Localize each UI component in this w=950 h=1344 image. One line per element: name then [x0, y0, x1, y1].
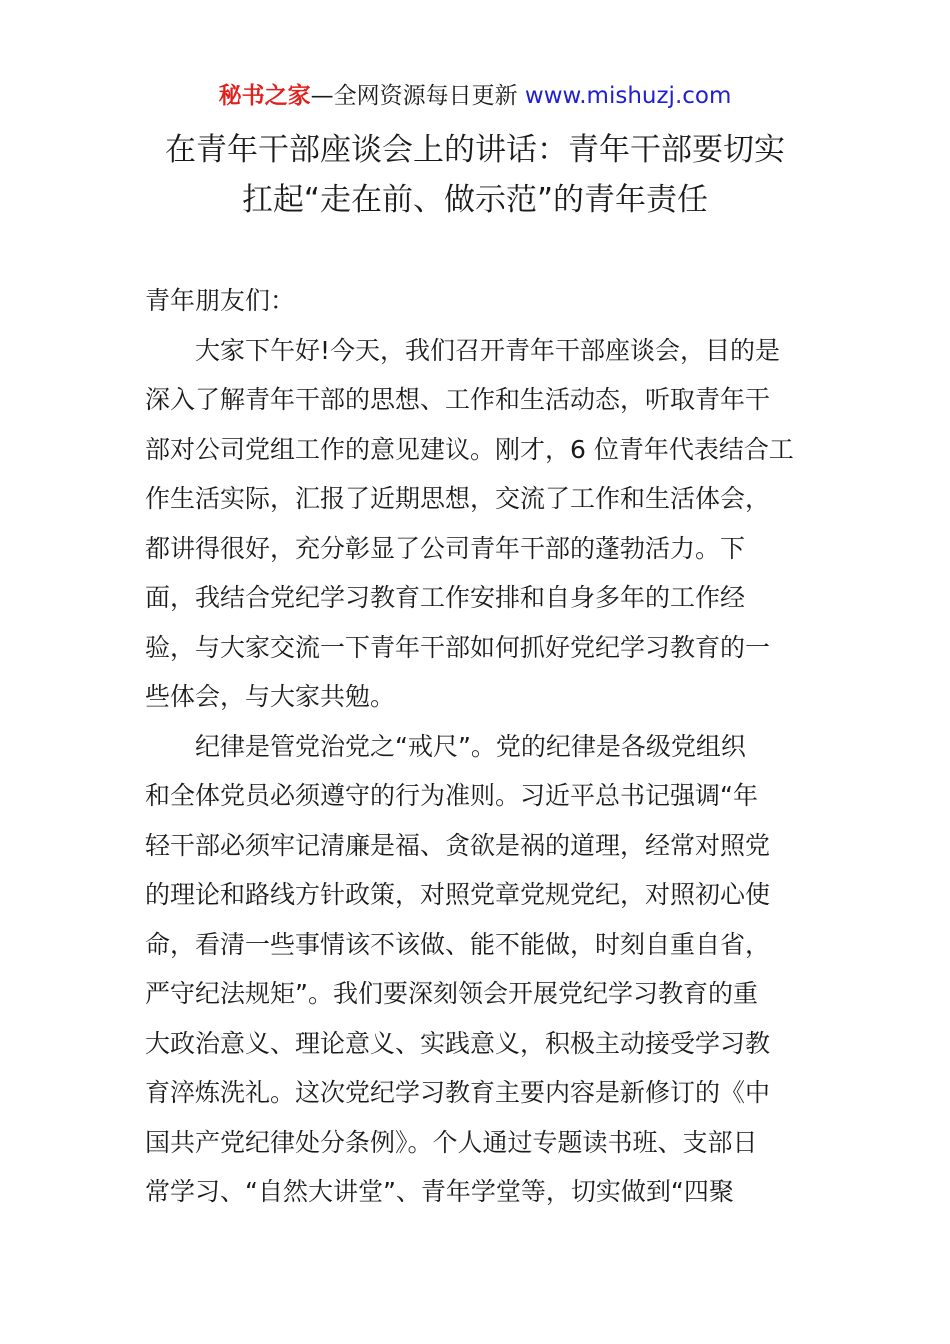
paragraph-line: 大政治意义、理论意义、实践意义，积极主动接受学习教: [145, 1028, 771, 1058]
paragraph-line: 和全体党员必须遵守的行为准则。习近平总书记强调“年: [145, 781, 758, 810]
paragraph-line: 严守纪法规矩”。我们要深刻领会开展党纪学习教育的重: [145, 979, 758, 1008]
paragraph-line: 命，看清一些事情该不该做、能不能做，时刻自重自省，: [145, 929, 771, 959]
paragraph-line: 都讲得很好，充分彰显了公司青年干部的蓬勃活力。下: [145, 533, 746, 563]
paragraph-line: 验，与大家交流一下青年干部如何抓好党纪学习教育的一: [145, 632, 771, 662]
paragraph-line: 国共产党纪律处分条例》。个人通过专题读书班、支部日: [145, 1127, 758, 1157]
site-url-link[interactable]: www.mishuzj.com: [524, 83, 732, 109]
document-body: [145, 276, 810, 1217]
paragraph-line: 深入了解青年干部的思想、工作和生活动态，听取青年干: [145, 385, 771, 414]
site-header: [0, 80, 950, 112]
paragraph-line: 部对公司党组工作的意见建议。刚才，6 位青年代表结合工: [145, 434, 794, 464]
paragraph-line: 些体会，与大家共勉。: [145, 682, 396, 711]
paragraph-line: 的理论和路线方针政策，对照党章党规党纪，对照初心使: [145, 880, 771, 909]
paragraph-line: 作生活实际，汇报了近期思想，交流了工作和生活体会，: [145, 484, 771, 513]
paragraph-line: 育淬炼洗礼。这次党纪学习教育主要内容是新修订的《中: [145, 1078, 771, 1107]
header-tagline: —全网资源每日更新: [310, 83, 525, 109]
title-line-2: 扛起“走在前、做示范”的青年责任: [241, 182, 709, 218]
paragraph-line: 大家下午好!今天，我们召开青年干部座谈会，目的是: [195, 335, 781, 365]
paragraph-line: 纪律是管党治党之“戒尺”。党的纪律是各级党组织: [195, 731, 746, 761]
document-title: [0, 125, 950, 225]
salutation: 青年朋友们：: [145, 286, 296, 315]
brand-name: 秘书之家: [218, 83, 311, 109]
paragraph-line: 面，我结合党纪学习教育工作安排和自身多年的工作经: [145, 583, 746, 612]
paragraph-line: 常学习、“自然大讲堂”、青年学堂等，切实做到“四聚: [145, 1177, 734, 1206]
paragraph-line: 轻干部必须牢记清廉是福、贪欲是祸的道理，经常对照党: [145, 830, 771, 860]
paragraph-2: [145, 722, 810, 1217]
title-line-1: 在青年干部座谈会上的讲话：青年干部要切实: [165, 132, 785, 168]
paragraph-1: [145, 326, 810, 722]
